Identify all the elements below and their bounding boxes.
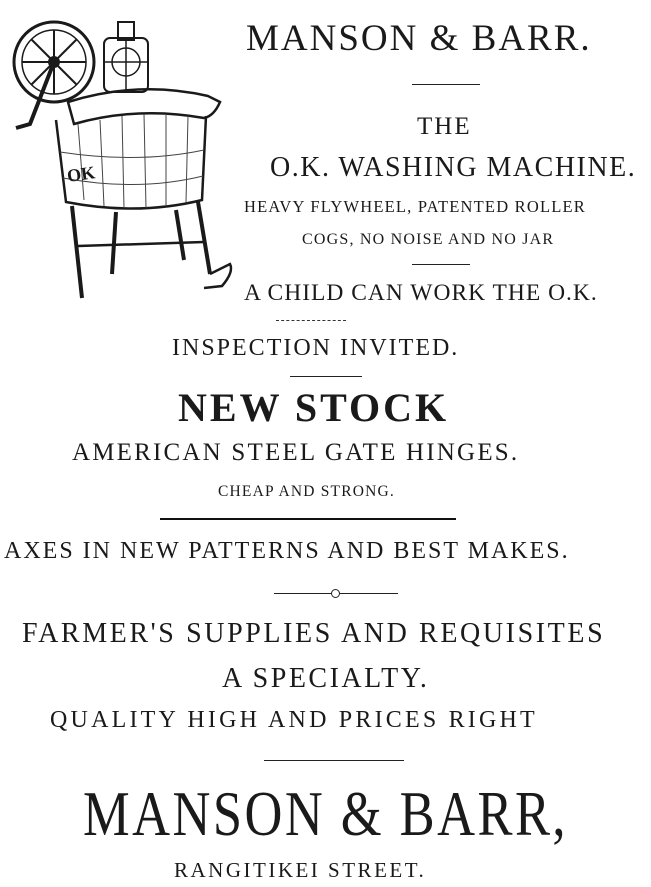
crank-handle — [16, 62, 54, 128]
tagline-divider — [276, 320, 346, 321]
farmers-divider — [264, 760, 404, 761]
washer-divider — [412, 264, 470, 265]
new-stock-heading: NEW STOCK — [178, 385, 450, 430]
washer-the: THE — [417, 113, 472, 140]
washer-feature-1: HEAVY FLYWHEEL, PATENTED ROLLER — [244, 197, 587, 216]
new-stock-sub: CHEAP AND STRONG. — [218, 483, 395, 500]
inspection-divider — [290, 376, 362, 377]
machine-legs — [72, 202, 210, 298]
washing-machine-illustration — [8, 2, 236, 302]
washer-title: O.K. WASHING MACHINE. — [270, 152, 637, 183]
farmers-line-1: FARMER'S SUPPLIES AND REQUISITES — [22, 618, 606, 649]
inspection-invited: INSPECTION INVITED. — [172, 335, 460, 361]
divider-ornament — [331, 589, 340, 598]
new-stock-item: AMERICAN STEEL GATE HINGES. — [72, 439, 520, 466]
stock-divider — [160, 518, 456, 520]
washer-tagline: A CHILD CAN WORK THE O.K. — [244, 280, 598, 306]
firm-name-footer: MANSON & BARR, — [83, 778, 568, 849]
farmers-line-2: A SPECIALTY. — [222, 663, 430, 694]
header-divider — [412, 84, 480, 85]
street-address: RANGITIKEI STREET. — [174, 858, 427, 882]
axes-line: AXES IN NEW PATTERNS AND BEST MAKES. — [4, 538, 570, 564]
machine-mark: OK — [65, 162, 97, 186]
washer-feature-2: COGS, NO NOISE AND NO JAR — [302, 231, 555, 248]
firm-name-header: MANSON & BARR. — [246, 18, 592, 59]
farmers-line-3: QUALITY HIGH AND PRICES RIGHT — [50, 707, 538, 733]
